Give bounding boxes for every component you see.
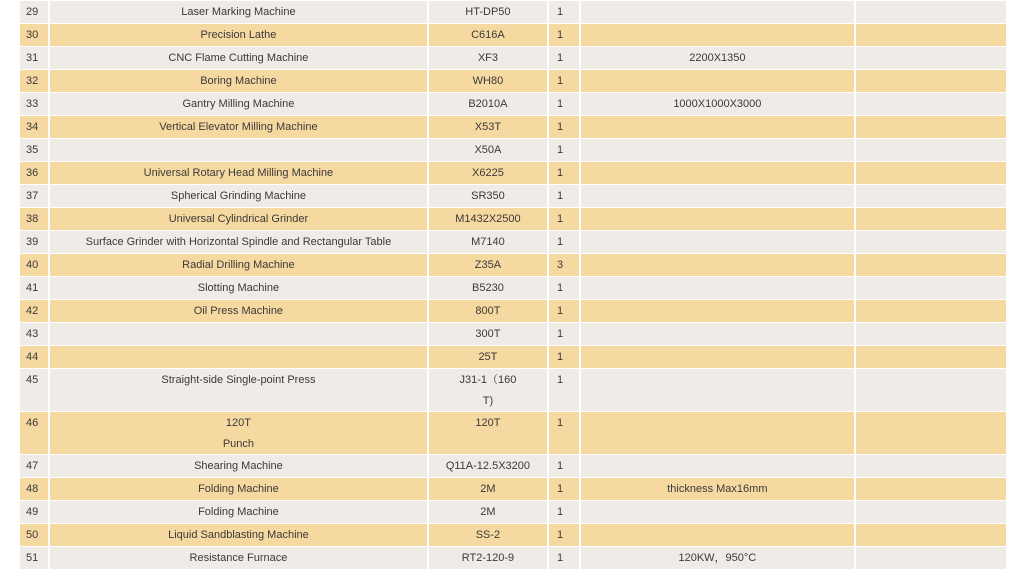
equipment-spec: thickness Max16mm [581,478,854,500]
equipment-remark [856,323,1006,345]
equipment-remark [856,478,1006,500]
row-number: 39 [20,231,48,253]
equipment-name: Gantry Milling Machine [50,93,427,115]
table-row [20,501,1006,523]
equipment-name: Boring Machine [50,70,427,92]
equipment-spec [581,162,854,184]
row-number: 47 [20,455,48,477]
equipment-model: 120T [429,412,547,454]
row-number: 40 [20,254,48,276]
equipment-quantity: 1 [549,277,579,299]
row-number: 34 [20,116,48,138]
equipment-quantity: 1 [549,185,579,207]
equipment-quantity: 1 [549,412,579,454]
equipment-spec: 1000X1000X3000 [581,93,854,115]
table-row [20,185,1006,207]
table-row [20,162,1006,184]
row-number: 35 [20,139,48,161]
equipment-quantity: 1 [549,369,579,411]
equipment-name: Universal Rotary Head Milling Machine [50,162,427,184]
table-row [20,139,1006,161]
equipment-model: B5230 [429,277,547,299]
row-number: 32 [20,70,48,92]
equipment-remark [856,369,1006,411]
name-line: 120T [225,417,251,429]
table-row [20,254,1006,276]
table-row [20,93,1006,115]
equipment-spec [581,300,854,322]
table-row [20,412,1006,454]
equipment-name: Radial Drilling Machine [50,254,427,276]
equipment-remark [856,277,1006,299]
equipment-spec [581,231,854,253]
equipment-spec [581,185,854,207]
equipment-remark [856,346,1006,368]
equipment-name: Liquid Sandblasting Machine [50,524,427,546]
row-number: 30 [20,24,48,46]
equipment-quantity: 1 [549,547,579,569]
equipment-name [50,346,427,368]
equipment-quantity: 3 [549,254,579,276]
row-number: 48 [20,478,48,500]
row-number: 37 [20,185,48,207]
equipment-table [18,0,1008,570]
equipment-quantity: 1 [549,323,579,345]
equipment-quantity: 1 [549,93,579,115]
equipment-quantity: 1 [549,162,579,184]
table-row [20,300,1006,322]
equipment-spec [581,369,854,411]
table-row [20,524,1006,546]
equipment-remark [856,455,1006,477]
equipment-name: Resistance Furnace [50,547,427,569]
table-row [20,116,1006,138]
equipment-model [429,369,547,411]
equipment-name [50,139,427,161]
equipment-name: Oil Press Machine [50,300,427,322]
equipment-model: Z35A [429,254,547,276]
equipment-quantity: 1 [549,116,579,138]
row-number: 33 [20,93,48,115]
equipment-quantity: 1 [549,478,579,500]
table-row [20,455,1006,477]
row-number: 41 [20,277,48,299]
table-row [20,323,1006,345]
equipment-model: M1432X2500 [429,208,547,230]
equipment-model: X53T [429,116,547,138]
name-line: Punch [222,438,255,450]
equipment-remark [856,501,1006,523]
equipment-name: Shearing Machine [50,455,427,477]
equipment-spec [581,254,854,276]
equipment-spec [581,116,854,138]
equipment-quantity: 1 [549,24,579,46]
equipment-model: 300T [429,323,547,345]
equipment-name: Laser Marking Machine [50,1,427,23]
model-line: J31-1（160 [459,374,517,386]
equipment-model: 800T [429,300,547,322]
equipment-spec [581,208,854,230]
equipment-name: CNC Flame Cutting Machine [50,47,427,69]
equipment-model: Q11A-12.5X3200 [429,455,547,477]
equipment-spec [581,323,854,345]
equipment-remark [856,70,1006,92]
equipment-remark [856,116,1006,138]
row-number: 46 [20,412,48,454]
equipment-spec [581,412,854,454]
row-number: 50 [20,524,48,546]
table-row [20,277,1006,299]
equipment-model: C616A [429,24,547,46]
equipment-name: Folding Machine [50,501,427,523]
equipment-model: SR350 [429,185,547,207]
equipment-model: M7140 [429,231,547,253]
table-row [20,47,1006,69]
equipment-name: Straight-side Single-point Press [50,369,427,411]
table-row [20,231,1006,253]
equipment-remark [856,231,1006,253]
table-row [20,1,1006,23]
equipment-quantity: 1 [549,70,579,92]
equipment-model: RT2-120-9 [429,547,547,569]
table-row [20,208,1006,230]
equipment-model: 2M [429,478,547,500]
row-number: 44 [20,346,48,368]
equipment-model: WH80 [429,70,547,92]
equipment-remark [856,185,1006,207]
equipment-quantity: 1 [549,1,579,23]
equipment-name: Folding Machine [50,478,427,500]
equipment-model: X50A [429,139,547,161]
equipment-name: Universal Cylindrical Grinder [50,208,427,230]
equipment-quantity: 1 [549,208,579,230]
equipment-model: 25T [429,346,547,368]
equipment-remark [856,254,1006,276]
row-number: 38 [20,208,48,230]
equipment-remark [856,300,1006,322]
equipment-remark [856,93,1006,115]
equipment-spec [581,501,854,523]
equipment-quantity: 1 [549,139,579,161]
equipment-model: SS-2 [429,524,547,546]
row-number: 49 [20,501,48,523]
equipment-remark [856,162,1006,184]
equipment-spec: 120KW，950°C [581,547,854,569]
row-number: 42 [20,300,48,322]
table-row [20,346,1006,368]
equipment-remark [856,547,1006,569]
row-number: 36 [20,162,48,184]
equipment-spec: 2200X1350 [581,47,854,69]
equipment-spec [581,139,854,161]
equipment-quantity: 1 [549,455,579,477]
equipment-quantity: 1 [549,231,579,253]
equipment-spec [581,524,854,546]
equipment-remark [856,208,1006,230]
row-number: 29 [20,1,48,23]
equipment-spec [581,277,854,299]
equipment-quantity: 1 [549,47,579,69]
equipment-spec [581,1,854,23]
equipment-remark [856,524,1006,546]
equipment-name: Vertical Elevator Milling Machine [50,116,427,138]
row-number: 45 [20,369,48,411]
equipment-name [50,412,427,454]
equipment-spec [581,346,854,368]
equipment-quantity: 1 [549,346,579,368]
equipment-name: Slotting Machine [50,277,427,299]
equipment-model: X6225 [429,162,547,184]
equipment-name: Spherical Grinding Machine [50,185,427,207]
table-row [20,369,1006,411]
equipment-remark [856,1,1006,23]
table-row [20,70,1006,92]
equipment-model: B2010A [429,93,547,115]
equipment-name: Surface Grinder with Horizontal Spindle and Rectangular Table [50,231,427,253]
equipment-spec [581,70,854,92]
equipment-model: 2M [429,501,547,523]
equipment-spec [581,455,854,477]
equipment-quantity: 1 [549,524,579,546]
row-number: 43 [20,323,48,345]
equipment-model: HT-DP50 [429,1,547,23]
equipment-name: Precision Lathe [50,24,427,46]
equipment-remark [856,24,1006,46]
equipment-remark [856,47,1006,69]
equipment-quantity: 1 [549,300,579,322]
equipment-spec [581,24,854,46]
equipment-remark [856,412,1006,454]
equipment-quantity: 1 [549,501,579,523]
table-row [20,478,1006,500]
row-number: 51 [20,547,48,569]
equipment-name [50,323,427,345]
table-row [20,24,1006,46]
model-line: T) [482,395,494,407]
row-number: 31 [20,47,48,69]
equipment-remark [856,139,1006,161]
table-row [20,547,1006,569]
equipment-model: XF3 [429,47,547,69]
